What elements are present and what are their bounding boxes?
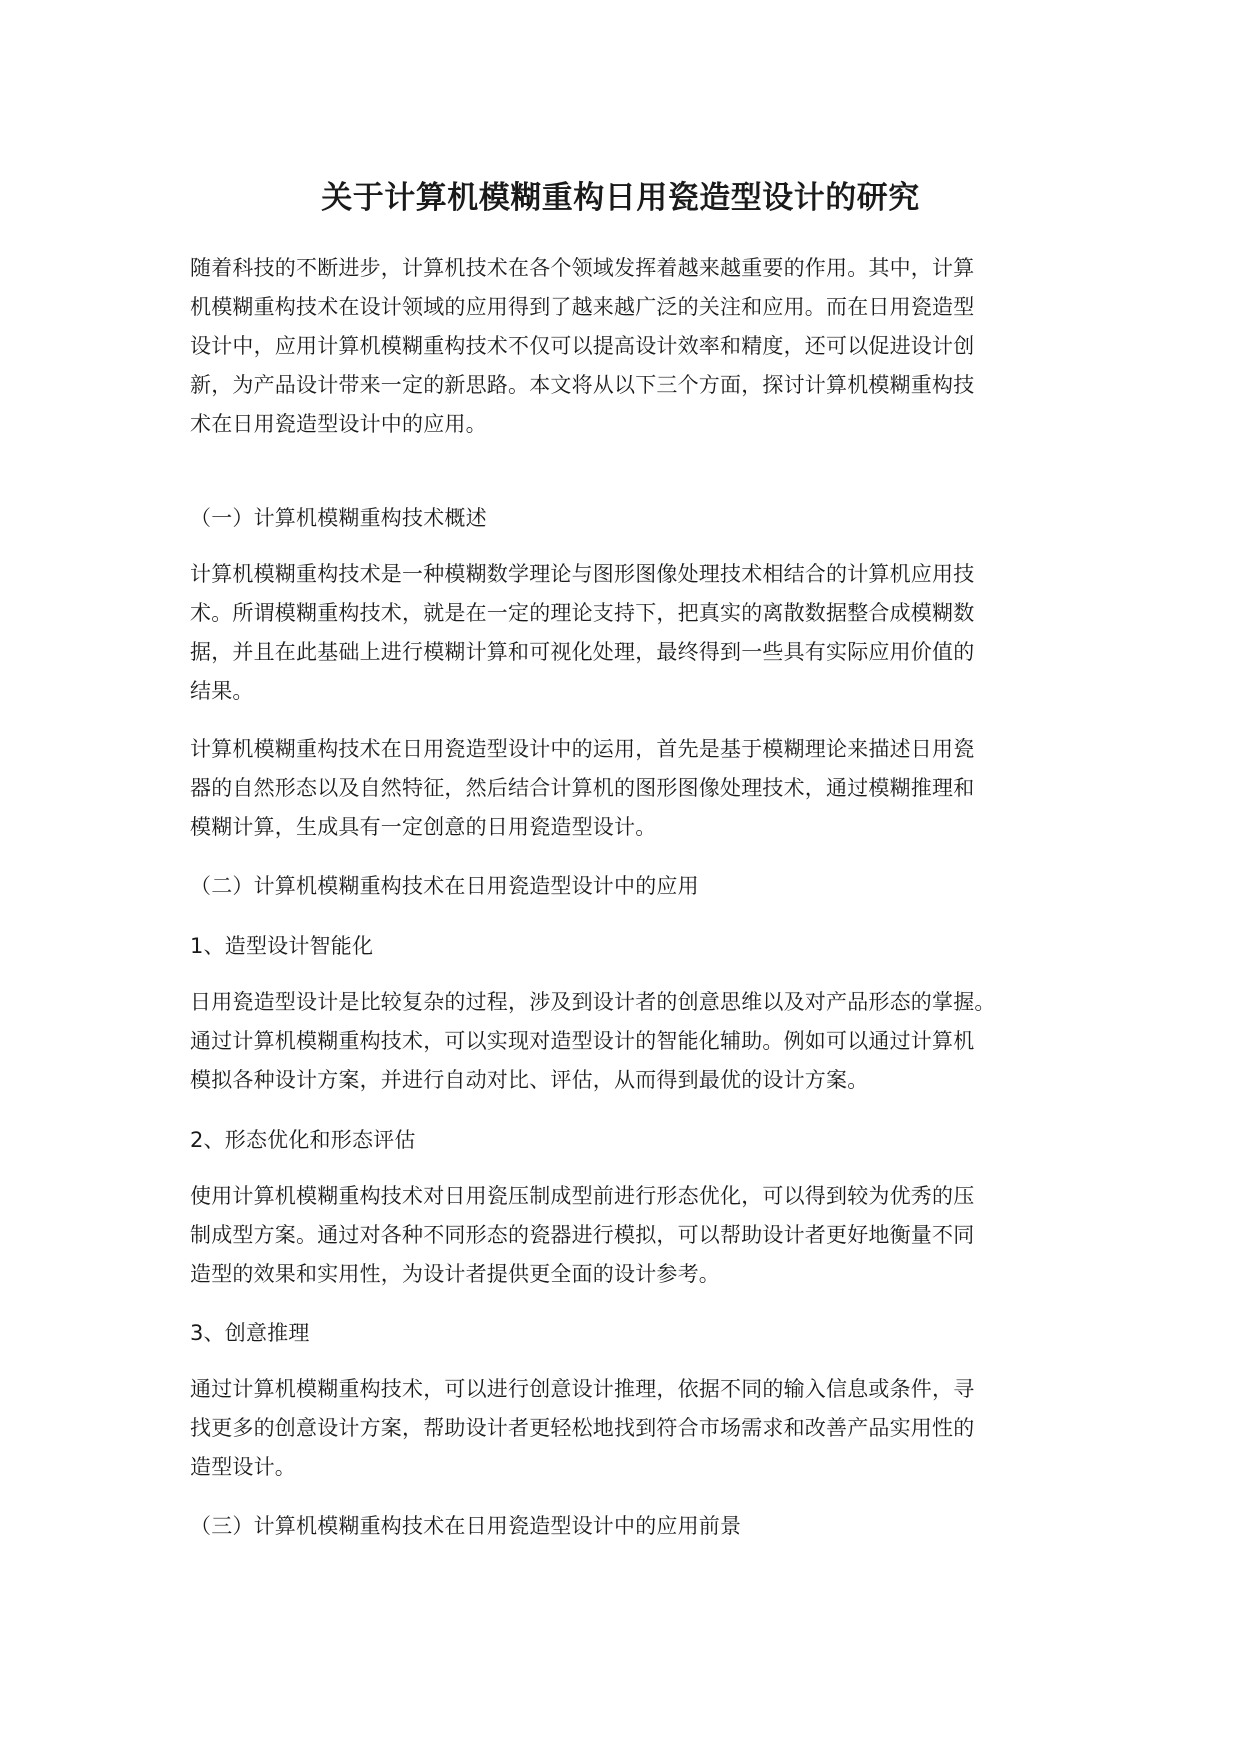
section-1-heading: （一）计算机模糊重构技术概述 [190,506,487,530]
paragraph-line: 计算机模糊重构技术是一种模糊数学理论与图形图像处理技术相结合的计算机应用技 [190,562,975,586]
intro-line: 新，为产品设计带来一定的新思路。本文将从以下三个方面，探讨计算机模糊重构技 [190,373,975,397]
subsection-3-heading: 3、创意推理 [190,1321,310,1345]
subsection-2-paragraph [190,1177,1080,1294]
paragraph-line: 通过计算机模糊重构技术，可以实现对造型设计的智能化辅助。例如可以通过计算机 [190,1029,975,1053]
intro-paragraph [190,249,1080,444]
subsection-2-heading: 2、形态优化和形态评估 [190,1128,416,1152]
section-3-heading: （三）计算机模糊重构技术在日用瓷造型设计中的应用前景 [190,1514,742,1538]
paragraph-line: 模糊计算，生成具有一定创意的日用瓷造型设计。 [190,815,657,839]
intro-line: 术在日用瓷造型设计中的应用。 [190,412,487,436]
paragraph-line: 找更多的创意设计方案，帮助设计者更轻松地找到符合市场需求和改善产品实用性的 [190,1416,975,1440]
paragraph-line: 结果。 [190,679,254,703]
intro-line: 随着科技的不断进步，计算机技术在各个领域发挥着越来越重要的作用。其中，计算 [190,256,975,280]
paragraph-line: 使用计算机模糊重构技术对日用瓷压制成型前进行形态优化，可以得到较为优秀的压 [190,1184,975,1208]
paragraph-line: 术。所谓模糊重构技术，就是在一定的理论支持下，把真实的离散数据整合成模糊数 [190,601,975,625]
paragraph-line: 造型设计。 [190,1455,296,1479]
paragraph-line: 计算机模糊重构技术在日用瓷造型设计中的运用，首先是基于模糊理论来描述日用瓷 [190,737,975,761]
intro-line: 设计中，应用计算机模糊重构技术不仅可以提高设计效率和精度，还可以促进设计创 [190,334,975,358]
section-1-paragraph-1 [190,555,1080,711]
subsection-1-paragraph [190,983,1080,1100]
paragraph-line: 制成型方案。通过对各种不同形态的瓷器进行模拟，可以帮助设计者更好地衡量不同 [190,1223,975,1247]
paragraph-line: 日用瓷造型设计是比较复杂的过程，涉及到设计者的创意思维以及对产品形态的掌握。 [190,990,996,1014]
section-2-heading: （二）计算机模糊重构技术在日用瓷造型设计中的应用 [190,874,699,898]
paragraph-line: 据，并且在此基础上进行模糊计算和可视化处理，最终得到一些具有实际应用价值的 [190,640,975,664]
paragraph-line: 造型的效果和实用性，为设计者提供更全面的设计参考。 [190,1262,720,1286]
paragraph-line: 模拟各种设计方案，并进行自动对比、评估，从而得到最优的设计方案。 [190,1068,869,1092]
section-1-paragraph-2 [190,730,1080,847]
subsection-3-paragraph [190,1370,1080,1487]
intro-line: 机模糊重构技术在设计领域的应用得到了越来越广泛的关注和应用。而在日用瓷造型 [190,295,975,319]
paragraph-line: 器的自然形态以及自然特征，然后结合计算机的图形图像处理技术，通过模糊推理和 [190,776,975,800]
document-title: 关于计算机模糊重构日用瓷造型设计的研究 [321,180,920,216]
subsection-1-heading: 1、造型设计智能化 [190,934,374,958]
paragraph-line: 通过计算机模糊重构技术，可以进行创意设计推理，依据不同的输入信息或条件，寻 [190,1377,975,1401]
